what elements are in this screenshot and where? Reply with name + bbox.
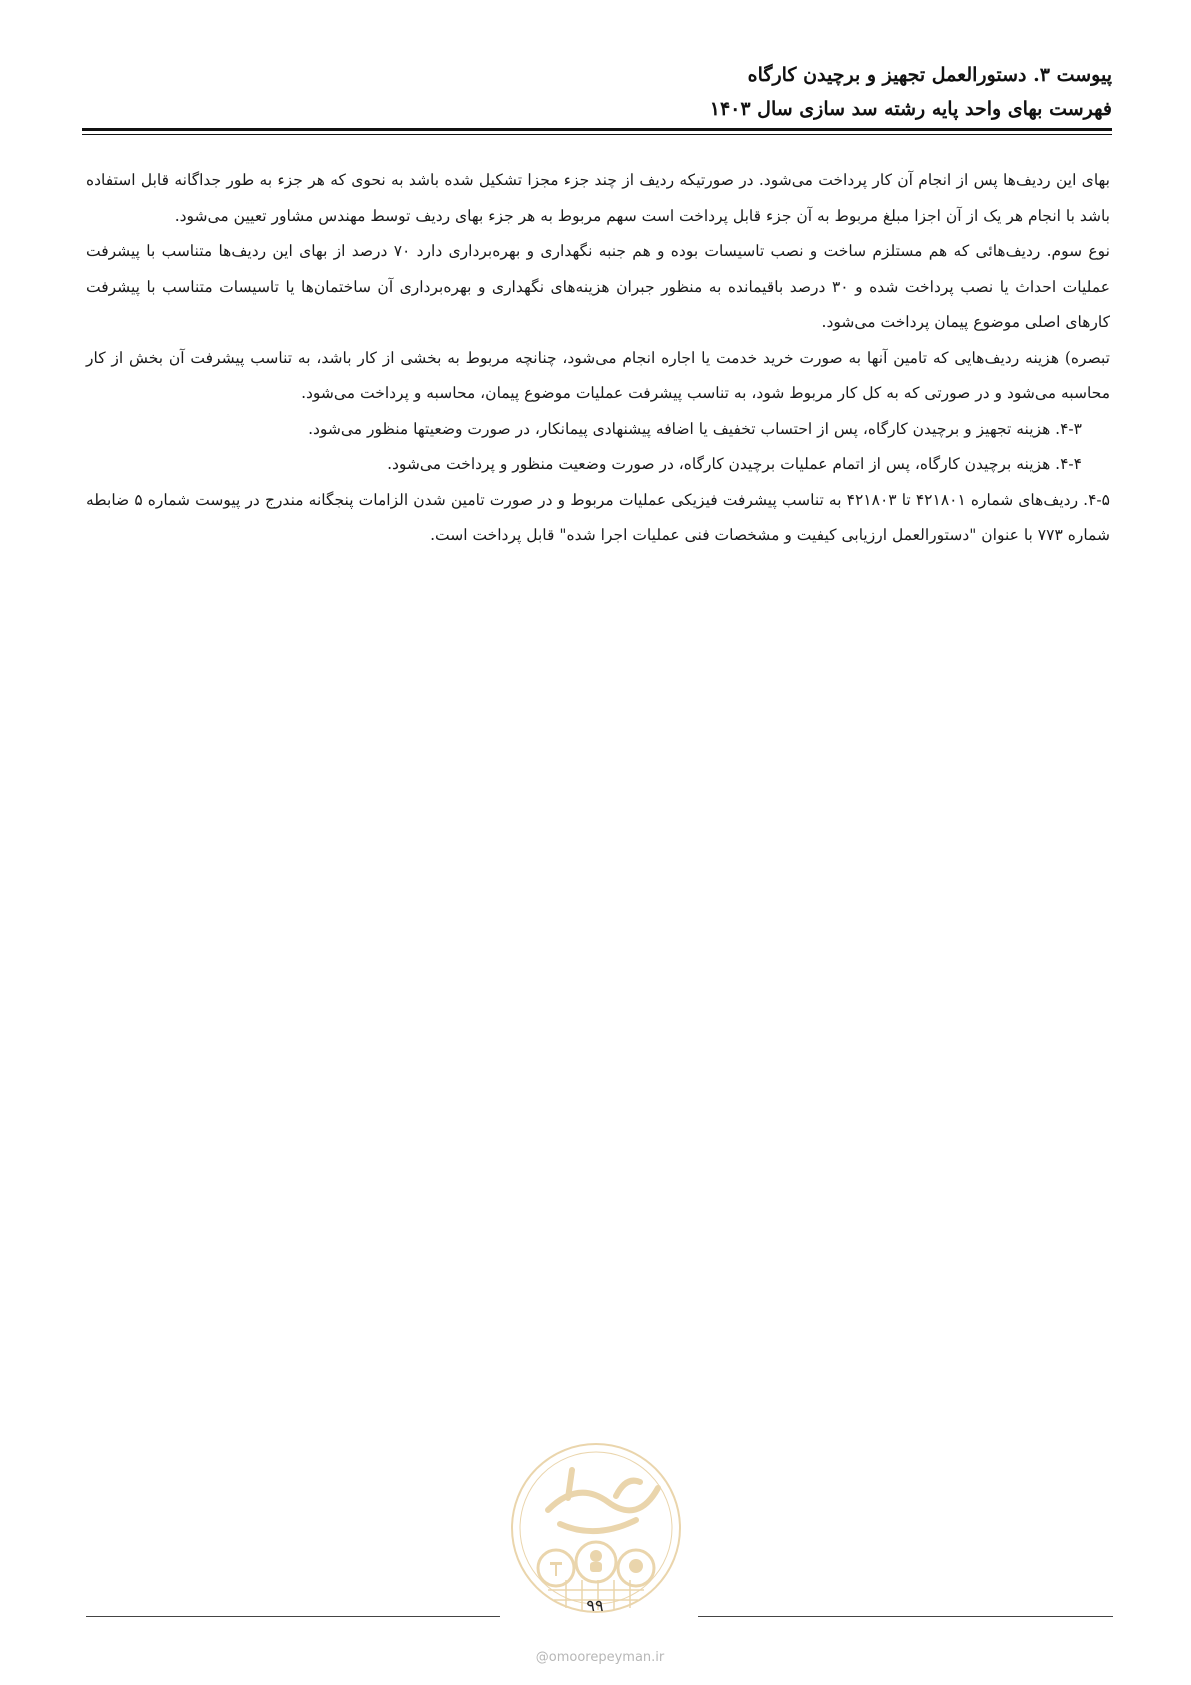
header-title: پیوست ۳. دستورالعمل تجهیز و برچیدن کارگاه — [747, 64, 1112, 86]
header-subtitle: فهرست بهای واحد پایه رشته سد سازی سال ۱۴۰۳ — [709, 98, 1112, 120]
page-number: ۹۹ — [586, 1596, 604, 1615]
document-body — [86, 163, 1110, 554]
paragraph-4-3: ۴-۳. هزینه تجهیز و برچیدن کارگاه، پس از احتساب تخفیف یا اضافه پیشنهادی پیمانکار، در صورت وضعیتها منظور می‌شود. — [308, 419, 1082, 438]
paragraph-4-4: ۴-۴. هزینه برچیدن کارگاه، پس از اتمام عملیات برچیدن کارگاه، در صورت وضعیت منظور و پرداخت می‌شود. — [387, 455, 1082, 473]
paragraph-type3: نوع سوم. ردیف‌هائی که هم مستلزم ساخت و نصب تاسیسات بوده و هم جنبه نگهداری و بهره‌برداری دارد ۷۰ درصد از بهای این ردیف‌ها متناسب با پیشرفت عملیات احداث یا نصب پرداخت شده و ۳۰ درصد باقیمانده به منظور جبران هزینه‌های نگهداری و بهره‌برداری آن ساختمان‌ها یا تاسیسات متناسب با پیشرفت کارهای اصلی موضوع پیمان پرداخت می‌شود. — [86, 242, 1110, 331]
paragraph-note: تبصره) هزینه ردیف‌هایی که تامین آنها به صورت خرید خدمت یا اجاره انجام می‌شود، چنانچه مربوط به بخشی از کار باشد، به تناسب پیشرفت آن بخش از کار محاسبه می‌شود و در صورتی که به کل کار مربوط شود، به تناسب پیشرفت عملیات موضوع پیمان، محاسبه و پرداخت می‌شود. — [86, 348, 1110, 402]
paragraph-type2-continued: بهای این ردیف‌ها پس از انجام آن کار پرداخت می‌شود. در صورتیکه ردیف از چند جزء مجزا تشکیل شده باشد به نحوی که هر جزء به طور جداگانه قابل استفاده باشد با انجام هر یک از آن اجزا مبلغ مربوط به آن جزء قابل پرداخت است سهم مربوط به هر جزء بهای ردیف توسط مهندس مشاور تعیین می‌شود. — [86, 171, 1110, 225]
watermark-url: @omoorepeyman.ir — [535, 1650, 665, 1665]
footer-rule-right — [698, 1616, 1113, 1617]
omoore-peyman-seal-logo — [508, 1440, 684, 1616]
paragraph-4-5: ۴-۵. ردیف‌های شماره ۴۲۱۸۰۱ تا ۴۲۱۸۰۳ به تناسب پیشرفت فیزیکی عملیات مربوط و در صورت تامین شدن الزامات پنجگانه مندرج در پیوست شماره ۵ ضابطه شماره ۷۷۳ با عنوان "دستورالعمل ارزیابی کیفیت و مشخصات فنی عملیات اجرا شده" قابل پرداخت است. — [86, 490, 1110, 544]
footer-rule-left — [86, 1616, 500, 1617]
header-rule-thin — [82, 134, 1112, 135]
header-rule-thick — [82, 128, 1112, 131]
page-header — [82, 58, 1112, 126]
